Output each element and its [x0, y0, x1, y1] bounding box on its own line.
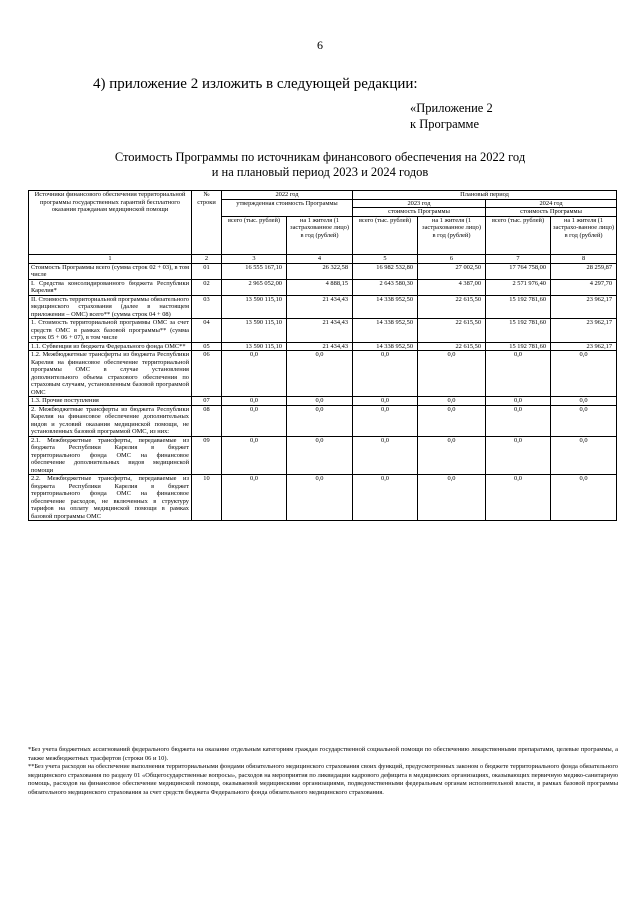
per-capita-2024-cell: 28 259,87	[551, 263, 617, 279]
total-2023-cell: 14 338 952,50	[353, 295, 418, 319]
column-number: 8	[551, 254, 617, 263]
table-row	[29, 319, 617, 343]
row-description: I. Средства консолидированного бюджета Республики Карелия*	[29, 279, 192, 295]
per-capita-2023-cell: 0,0	[418, 397, 486, 406]
column-number: 2	[192, 254, 222, 263]
total-2022-cell: 0,0	[222, 397, 287, 406]
per-capita-2022-cell: 0,0	[287, 351, 353, 397]
row-number: 06	[192, 351, 222, 397]
table-row	[29, 397, 617, 406]
row-description: 1.2. Межбюджетные трансферты из бюджета Республики Карелия на финансовое обеспечение территориальной программы ОМС в случае установления дополнительного объема страхового обеспечения по страховым случаям, установленным базовой программой ОМС	[29, 351, 192, 397]
total-2024-cell: 0,0	[486, 351, 551, 397]
header-year-2023: 2023 год	[353, 199, 486, 208]
row-description: 1.3. Прочие поступления	[29, 397, 192, 406]
per-capita-2023-cell: 4 387,00	[418, 279, 486, 295]
total-2023-cell: 14 338 952,50	[353, 319, 418, 343]
appendix-ref-line2: к Программе	[410, 117, 480, 131]
total-2023-cell: 0,0	[353, 436, 418, 475]
header-planned-period: Плановый период	[353, 191, 617, 200]
total-2023-cell: 0,0	[353, 405, 418, 436]
per-capita-2022-cell: 4 888,15	[287, 279, 353, 295]
header-row-no: № строки	[192, 191, 222, 255]
per-capita-2022-cell: 0,0	[287, 405, 353, 436]
row-number: 09	[192, 436, 222, 475]
per-capita-2022-cell: 0,0	[287, 475, 353, 521]
row-number: 07	[192, 397, 222, 406]
row-number: 02	[192, 279, 222, 295]
total-2023-cell: 0,0	[353, 397, 418, 406]
total-2022-cell: 13 590 115,10	[222, 319, 287, 343]
per-capita-2023-cell: 22 615,50	[418, 342, 486, 351]
table-row	[29, 351, 617, 397]
per-capita-2022-cell: 0,0	[287, 436, 353, 475]
per-capita-2024-cell: 0,0	[551, 351, 617, 397]
total-2024-cell: 17 764 758,00	[486, 263, 551, 279]
table-row	[29, 342, 617, 351]
per-capita-2024-cell: 4 297,70	[551, 279, 617, 295]
column-number-row	[29, 254, 617, 263]
total-2024-cell: 2 571 976,40	[486, 279, 551, 295]
row-number: 08	[192, 405, 222, 436]
column-number: 4	[287, 254, 353, 263]
row-number: 01	[192, 263, 222, 279]
total-2024-cell: 15 192 781,60	[486, 295, 551, 319]
table-row	[29, 405, 617, 436]
per-capita-2022-cell: 21 434,43	[287, 295, 353, 319]
header-year-2022: 2022 год	[222, 191, 353, 200]
footnote-2: **Без учета расходов на обеспечение выполнения территориальными фондами обязательного медицинского страхования своих функций, предусмотренных законом о бюджете территориального фонда обязательного медицинского страхования по разделу 01 «Общегосударственные вопросы», расходов на мероприятия по ликвидации кадрового дефицита в медицинских организациях, оказывающих первичную медико-санитарную помощь, расходов на финансовое обеспечение медицинской помощи, оказываемой медицинскими организациями, подведомственными федеральным органам исполнительной власти, в рамках базовой программы обязательного медицинского страхования за счет средств бюджета Федерального фонда обязательного медицинского страхования.	[28, 763, 618, 796]
header-total-2023: всего (тыс. рублей)	[353, 216, 418, 254]
total-2022-cell: 0,0	[222, 436, 287, 475]
row-number: 05	[192, 342, 222, 351]
section-heading: 4) приложение 2 изложить в следующей редакции:	[93, 76, 418, 92]
per-capita-2023-cell: 0,0	[418, 436, 486, 475]
table-row	[29, 475, 617, 521]
per-capita-2024-cell: 23 962,17	[551, 319, 617, 343]
total-2023-cell: 14 338 952,50	[353, 342, 418, 351]
total-2022-cell: 0,0	[222, 475, 287, 521]
total-2022-cell: 13 590 115,10	[222, 295, 287, 319]
total-2024-cell: 0,0	[486, 397, 551, 406]
column-number: 3	[222, 254, 287, 263]
row-number: 03	[192, 295, 222, 319]
column-number: 7	[486, 254, 551, 263]
total-2023-cell: 0,0	[353, 351, 418, 397]
per-capita-2023-cell: 0,0	[418, 405, 486, 436]
per-capita-2023-cell: 0,0	[418, 351, 486, 397]
title-line2: и на плановый период 2023 и 2024 годов	[211, 165, 429, 179]
per-capita-2024-cell: 23 962,17	[551, 342, 617, 351]
footnotes	[28, 746, 618, 798]
row-description: 2. Межбюджетные трансферты из бюджета Республики Карелия на финансовое обеспечение дополнительных видов и условий оказания медицинской помощи, не установленных базовой программой ОМС, из них:	[29, 405, 192, 436]
row-description: 2.1. Межбюджетные трансферты, передаваемые из бюджета Республики Карелия в бюджет территориального фонда ОМС на финансовое обеспечение дополнительных видов медицинской помощи	[29, 436, 192, 475]
total-2023-cell: 2 643 580,30	[353, 279, 418, 295]
table-row	[29, 279, 617, 295]
header-approved-cost: утвержденная стоимость Программы	[222, 199, 353, 216]
table-row	[29, 263, 617, 279]
header-per-capita-2022: на 1 жителя (1 застрахованное лицо) в год (рублей)	[287, 216, 353, 254]
header-total-2022: всего (тыс. рублей)	[222, 216, 287, 254]
total-2022-cell: 13 590 115,10	[222, 342, 287, 351]
row-description: 1.1. Субвенция из бюджета Федерального фонда ОМС**	[29, 342, 192, 351]
total-2022-cell: 2 965 052,00	[222, 279, 287, 295]
per-capita-2023-cell: 27 002,50	[418, 263, 486, 279]
table-row	[29, 295, 617, 319]
per-capita-2024-cell: 0,0	[551, 436, 617, 475]
total-2023-cell: 0,0	[353, 475, 418, 521]
total-2022-cell: 16 555 167,10	[222, 263, 287, 279]
per-capita-2022-cell: 21 434,43	[287, 342, 353, 351]
per-capita-2024-cell: 0,0	[551, 397, 617, 406]
total-2024-cell: 15 192 781,60	[486, 319, 551, 343]
row-description: 2.2. Межбюджетные трансферты, передаваемые из бюджета Республики Карелия в бюджет территориального фонда ОМС на финансовое обеспечение расходов, не включенных в структуру тарифов на оплату медицинской помощи в рамках базовой программы ОМС	[29, 475, 192, 521]
per-capita-2022-cell: 26 322,58	[287, 263, 353, 279]
header-year-2024: 2024 год	[486, 199, 617, 208]
per-capita-2023-cell: 22 615,50	[418, 319, 486, 343]
title-line1: Стоимость Программы по источникам финансового обеспечения на 2022 год	[114, 150, 526, 164]
cost-table	[28, 190, 617, 521]
appendix-ref-line1: «Приложение 2	[410, 101, 493, 115]
per-capita-2023-cell: 22 615,50	[418, 295, 486, 319]
per-capita-2024-cell: 23 962,17	[551, 295, 617, 319]
column-number: 5	[353, 254, 418, 263]
header-total-2024: всего (тыс. рублей)	[486, 216, 551, 254]
total-2022-cell: 0,0	[222, 351, 287, 397]
header-cost-2024: стоимость Программы	[486, 208, 617, 217]
header-row-1	[29, 191, 617, 200]
document-title	[0, 150, 640, 180]
header-per-capita-2024: на 1 жителя (1 застрахо-ванное лицо) в год (рублей)	[551, 216, 617, 254]
column-number: 1	[29, 254, 192, 263]
page-number: 6	[317, 38, 323, 52]
header-per-capita-2023: на 1 жителя (1 застрахованное лицо) в год (рублей)	[418, 216, 486, 254]
per-capita-2023-cell: 0,0	[418, 475, 486, 521]
row-description: II. Стоимость территориальной программы обязательного медицинского страхования (далее в настоящем приложении – ОМС) всего** (сумма строк 04 + 08)	[29, 295, 192, 319]
per-capita-2024-cell: 0,0	[551, 475, 617, 521]
header-sources: Источники финансового обеспечения территориальной программы государственных гарантий бесплатного оказания гражданам медицинской помощи	[29, 191, 192, 255]
row-number: 10	[192, 475, 222, 521]
footnote-1: *Без учета бюджетных ассигнований федерального бюджета на оказание отдельным категориям граждан государственной социальной помощи по обеспечению лекарственными препаратами, целевые программы, а также межбюджетных трасфертов (строки 06 и 10).	[28, 746, 618, 762]
row-description: 1. Стоимость территориальной программы ОМС за счет средств ОМС в рамках базовой программы** (сумма строк 05 + 06 + 07), в том числе	[29, 319, 192, 343]
appendix-reference	[410, 100, 493, 132]
total-2024-cell: 0,0	[486, 475, 551, 521]
total-2023-cell: 16 982 532,80	[353, 263, 418, 279]
per-capita-2022-cell: 21 434,43	[287, 319, 353, 343]
per-capita-2024-cell: 0,0	[551, 405, 617, 436]
column-number: 6	[418, 254, 486, 263]
row-number: 04	[192, 319, 222, 343]
table-row	[29, 436, 617, 475]
header-cost-2023: стоимость Программы	[353, 208, 486, 217]
total-2024-cell: 15 192 781,60	[486, 342, 551, 351]
row-description: Стоимость Программы всего (сумма строк 02 + 03), в том числе	[29, 263, 192, 279]
total-2024-cell: 0,0	[486, 405, 551, 436]
total-2024-cell: 0,0	[486, 436, 551, 475]
total-2022-cell: 0,0	[222, 405, 287, 436]
per-capita-2022-cell: 0,0	[287, 397, 353, 406]
